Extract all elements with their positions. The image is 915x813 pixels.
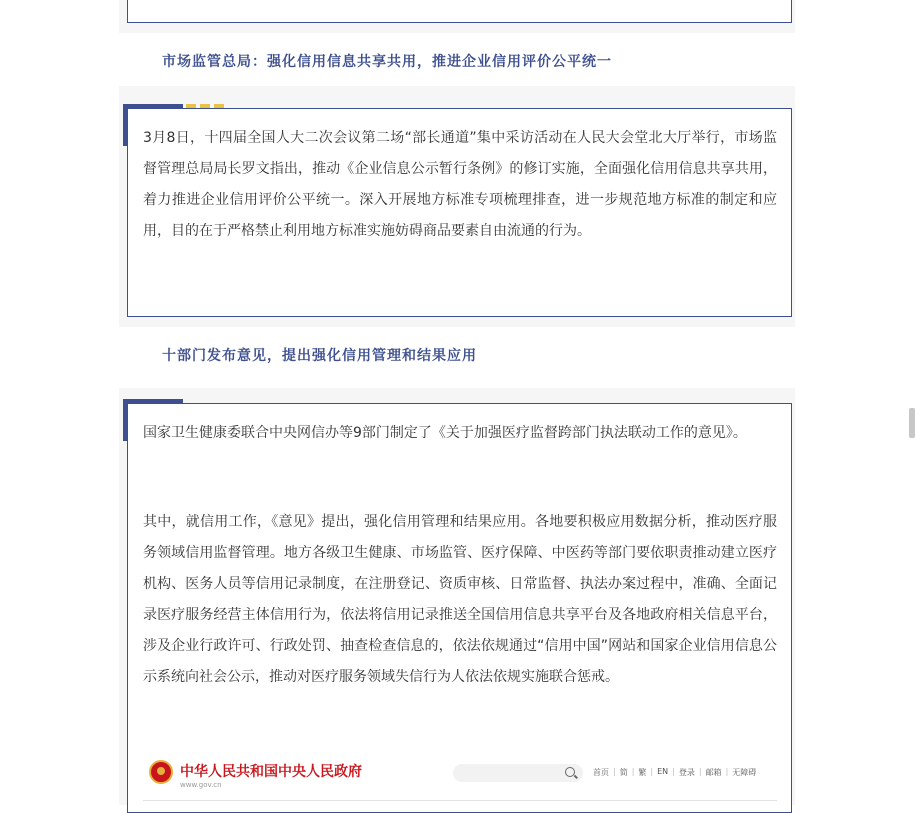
card-accent-top-2 <box>123 399 183 403</box>
gov-header-divider <box>143 800 777 801</box>
prev-section-card <box>127 0 792 23</box>
national-emblem-icon <box>149 760 173 784</box>
card-accent-left-1 <box>123 104 127 146</box>
scrollbar-thumb[interactable] <box>909 408 915 438</box>
card-accent-top-1 <box>123 104 183 108</box>
gov-site-domain: www.gov.cn <box>180 781 222 789</box>
section-heading-2: 十部门发布意见，提出强化信用管理和结果应用 <box>162 348 477 364</box>
gov-site-title: 中华人民共和国中央人民政府 <box>180 764 362 780</box>
gov-nav-links: 首页 | 简 | 繁 | EN | 登录 | 邮箱 | 无障碍 <box>589 767 760 778</box>
gov-nav-mail: 邮箱 <box>705 768 722 777</box>
gov-nav-login: 登录 <box>678 768 695 777</box>
section-paragraph-2-2: 其中，就信用工作，《意见》提出，强化信用管理和结果应用。各地要积极应用数据分析，推动医疗服务领域信用监督管理。地方各级卫生健康、市场监管、医疗保障、中医药等部门要依职责推动建立医疗机构、医务人员等信用记录制度，在注册登记、资质审核、日常监督、执法办案过程中，准确、全面记录医疗服务经营主体信用行为，依法将信用记录推送全国信用信息共享平台及各地政府相关信息平台，涉及企业行政许可、行政处罚、抽查检查信息的，依法依规通过“信用中国”网站和国家企业信用信息公示系统向社会公示，推动对医疗服务领域失信行为人依法依规实施联合惩戒。 <box>143 514 777 685</box>
card-dash-1b <box>200 104 210 108</box>
card-accent-left-2 <box>123 399 127 441</box>
gov-nav-simplified: 简 <box>619 768 628 777</box>
search-icon <box>565 767 575 777</box>
gov-nav-english: EN <box>657 767 669 776</box>
card-dash-1a <box>186 104 196 108</box>
gov-header-image <box>143 752 777 805</box>
section-heading-1: 市场监管总局：强化信用信息共享共用，推进企业信用评价公平统一 <box>162 54 612 70</box>
gov-nav-traditional: 繁 <box>638 768 647 777</box>
gov-nav-home: 首页 <box>593 768 609 777</box>
gov-nav-accessibility: 无障碍 <box>732 768 757 777</box>
card-dash-1c <box>214 104 224 108</box>
section-paragraph-2-1: 国家卫生健康委联合中央网信办等9部门制定了《关于加强医疗监督跨部门执法联动工作的意见》。 <box>143 425 747 441</box>
section-paragraph-1-1: 3月8日，十四届全国人大二次会议第二场“部长通道”集中采访活动在人民大会堂北大厅举行，市场监督管理总局局长罗文指出，推动《企业信息公示暂行条例》的修订实施，全面强化信用信息共享共用，着力推进企业信用评价公平统一。深入开展地方标准专项梳理排查，进一步规范地方标准的制定和应用，目的在于严格禁止利用地方标准实施妨碍商品要素自由流通的行为。 <box>143 130 777 239</box>
gov-search-box <box>453 764 583 782</box>
